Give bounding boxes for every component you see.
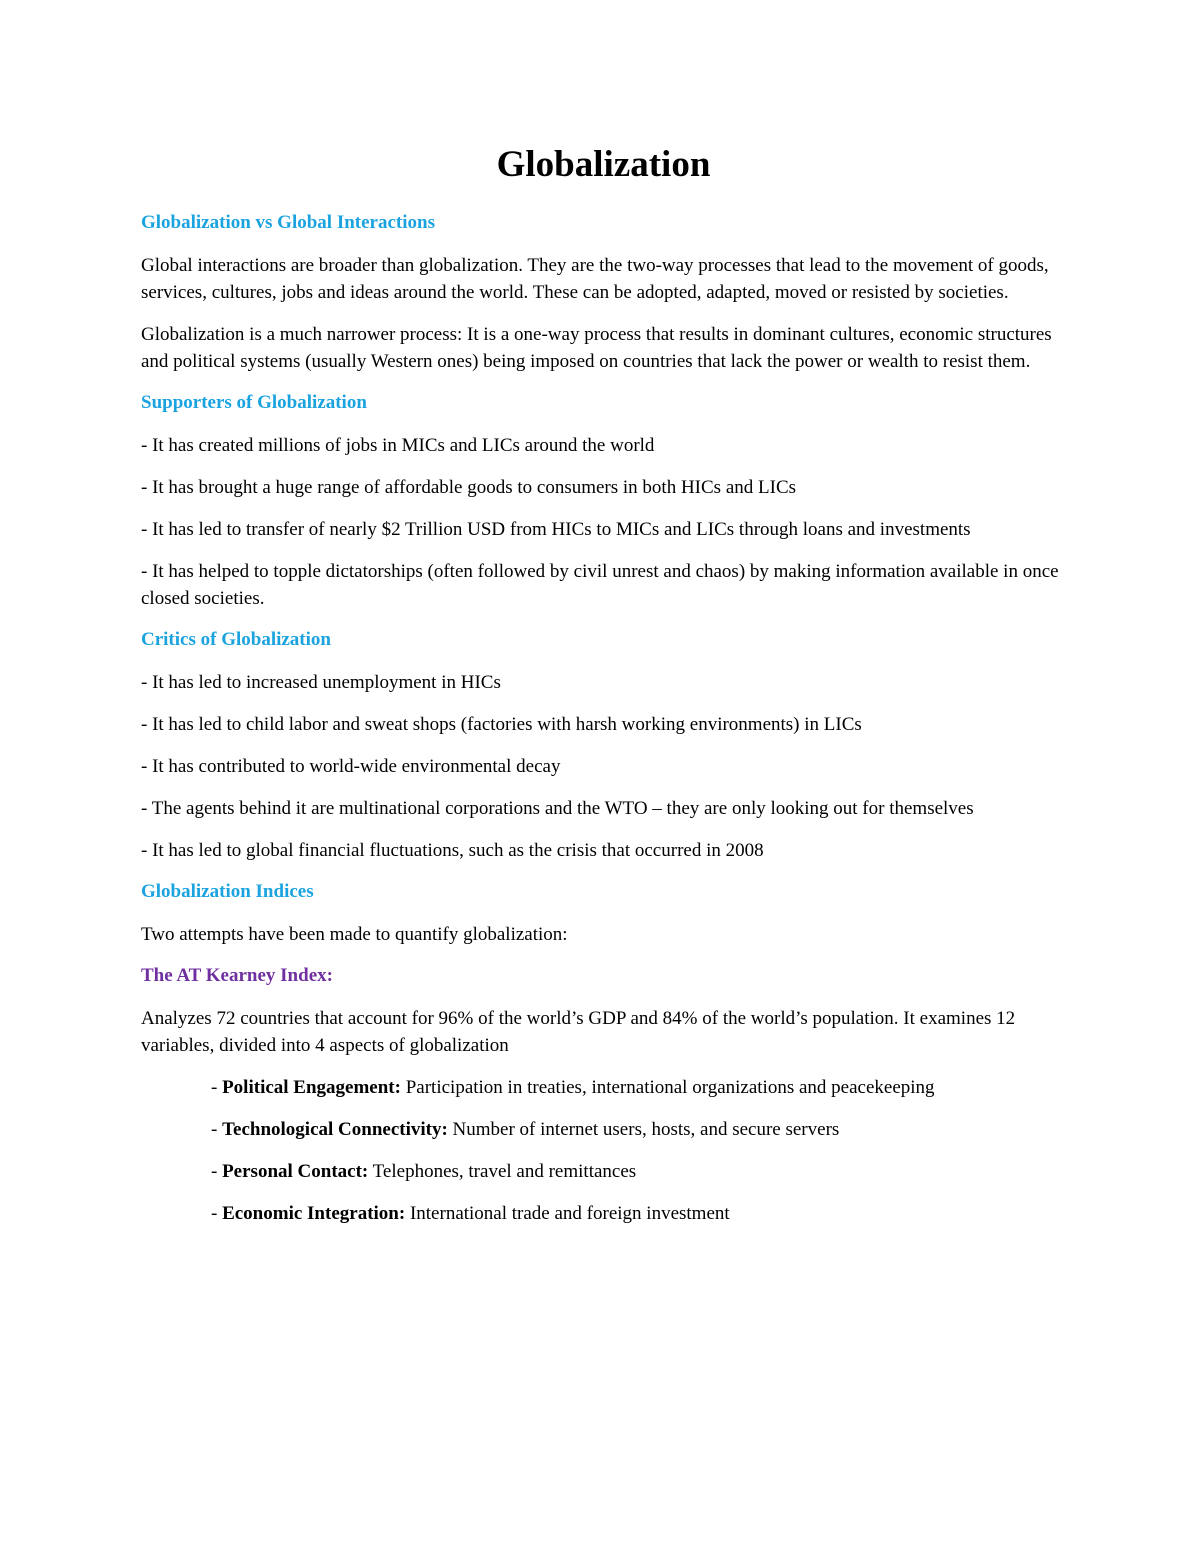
paragraph-global-interactions: Global interactions are broader than globalization. They are the two-way processes that lead to the movement of goods, services, cultures, jobs and ideas around the world. These can be adopted, adapted, moved or resisted by societies. [141,255,1049,303]
section-heading-critics: Critics of Globalization [141,629,331,650]
aspect-item-political [211,1074,1066,1101]
aspect-dash: - [211,1203,223,1224]
critic-item: - It has led to increased unemployment in HICs [141,672,501,693]
aspect-term: Technological Connectivity: [222,1119,448,1140]
document-page [141,140,1066,1242]
aspect-desc: International trade and foreign investment [405,1203,730,1224]
aspect-dash: - [211,1077,223,1098]
aspect-dash: - [211,1161,223,1182]
aspect-item-technological [211,1116,1066,1143]
section-heading-vs: Globalization vs Global Interactions [141,212,435,233]
aspect-desc: Number of internet users, hosts, and secure servers [447,1119,840,1140]
section-heading-supporters: Supporters of Globalization [141,392,367,413]
paragraph-globalization-definition: Globalization is a much narrower process: It is a one-way process that results in dominant cultures, economic structures and political systems (usually Western ones) being imposed on countries that lack the power or wealth to resist them. [141,324,1052,372]
critic-item: - The agents behind it are multinational corporations and the WTO – they are only looking out for themselves [141,798,974,819]
aspect-dash: - [211,1119,223,1140]
supporter-item: - It has created millions of jobs in MICs and LICs around the world [141,435,655,456]
critic-item: - It has contributed to world-wide environmental decay [141,756,561,777]
kearney-heading: The AT Kearney Index: [141,965,333,986]
aspect-item-personal [211,1158,1066,1185]
supporter-item: - It has brought a huge range of affordable goods to consumers in both HICs and LICs [141,477,797,498]
supporter-item: - It has led to transfer of nearly $2 Trillion USD from HICs to MICs and LICs through loans and investments [141,519,971,540]
indices-intro: Two attempts have been made to quantify globalization: [141,924,568,945]
supporter-item: - It has helped to topple dictatorships (often followed by civil unrest and chaos) by making information available in once closed societies. [141,561,1059,609]
aspect-term: Personal Contact: [222,1161,369,1182]
aspect-term: Economic Integration: [222,1203,406,1224]
section-heading-indices: Globalization Indices [141,881,314,902]
aspect-desc: Telephones, travel and remittances [368,1161,637,1182]
aspect-item-economic [211,1200,1066,1227]
aspect-desc: Participation in treaties, international organizations and peacekeeping [400,1077,935,1098]
critic-item: - It has led to child labor and sweat shops (factories with harsh working environments) in LICs [141,714,862,735]
document-title: Globalization [496,144,711,185]
kearney-description: Analyzes 72 countries that account for 96% of the world’s GDP and 84% of the world’s population. It examines 12 variables, divided into 4 aspects of globalization [141,1008,1016,1056]
aspect-term: Political Engagement: [222,1077,401,1098]
critic-item: - It has led to global financial fluctuations, such as the crisis that occurred in 2008 [141,840,764,861]
